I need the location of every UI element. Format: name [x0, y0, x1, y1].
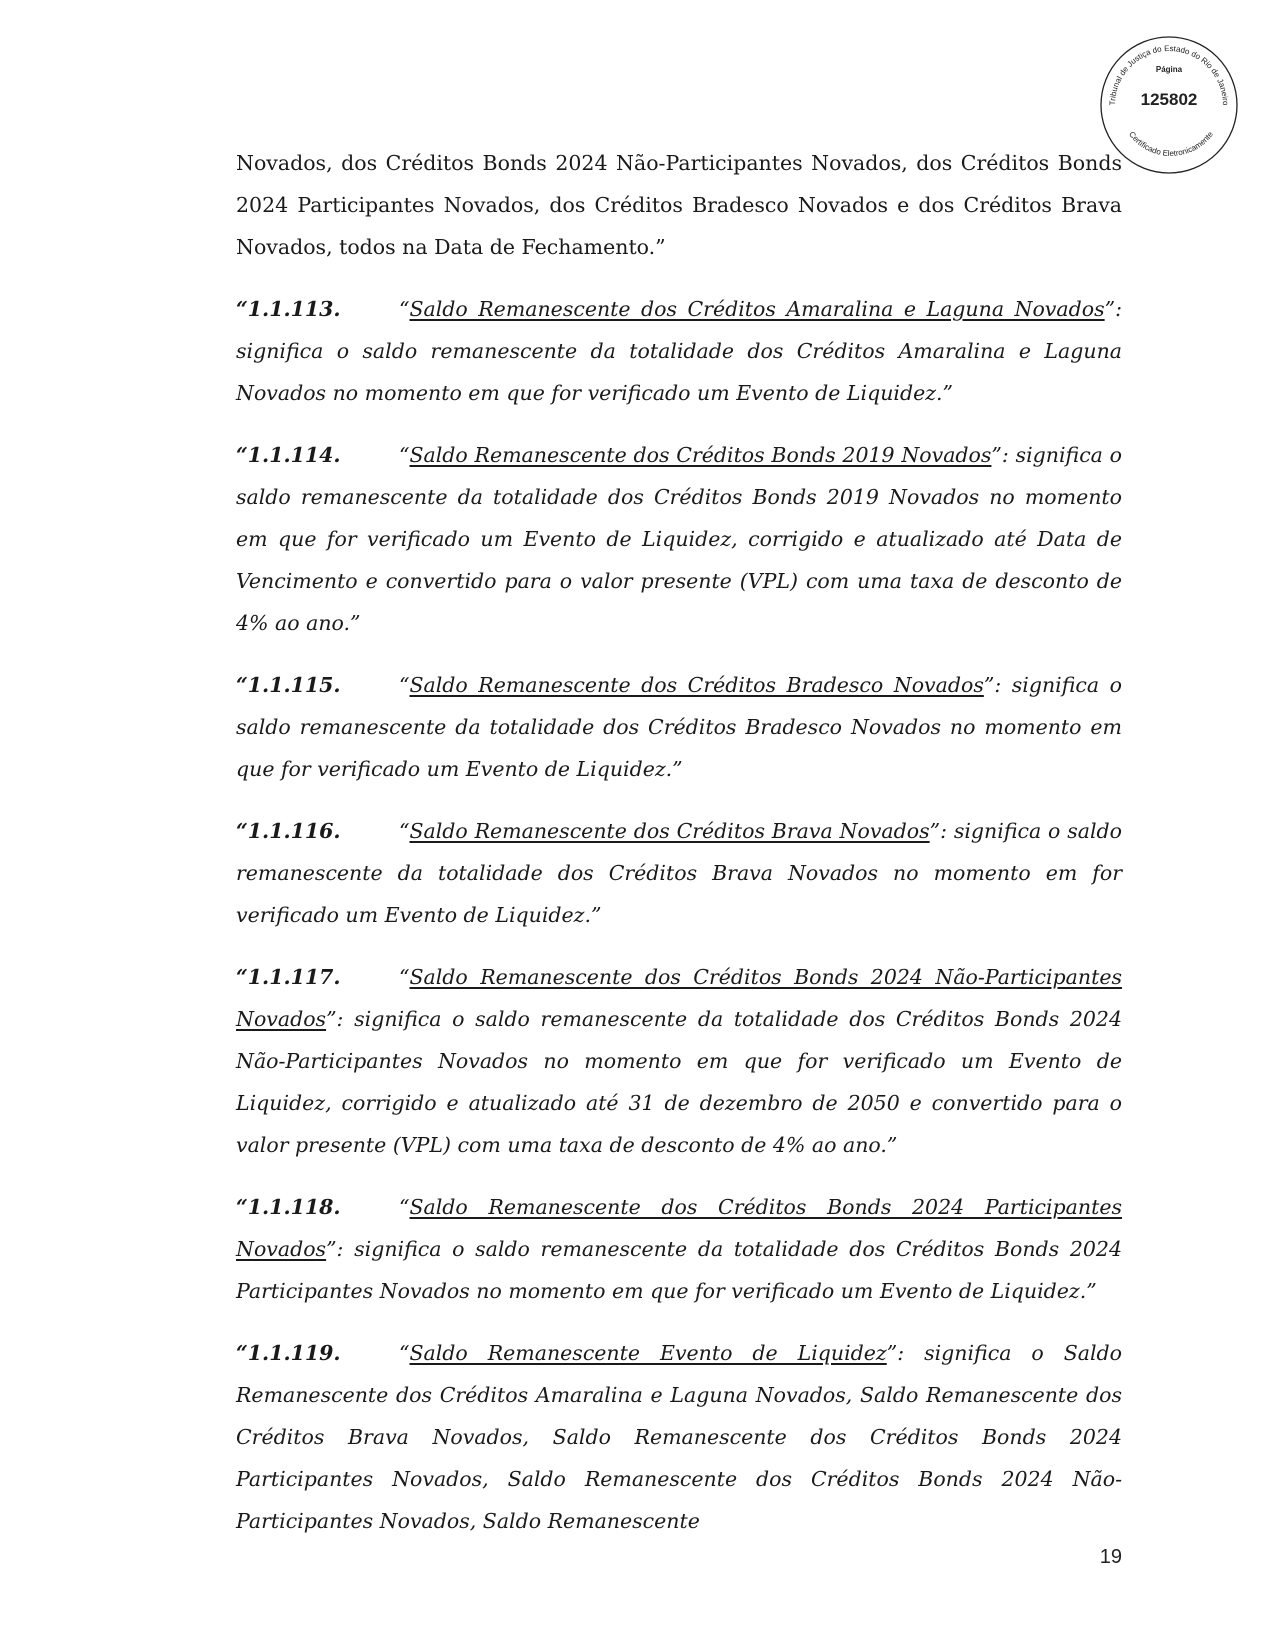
- defined-term: Saldo Remanescente dos Créditos Amaralina e Laguna Novados: [409, 297, 1105, 321]
- clause-body: ”: significa o Saldo Remanescente dos Créditos Amaralina e Laguna Novados, Saldo Remanescente dos Créditos Brava Novados, Saldo Remanescente dos Créditos Bonds 2024 Participantes Novados, Saldo Remanescente dos Créditos Bonds 2024 Não-Participantes Novados, Saldo Remanescente: [236, 1341, 1122, 1533]
- defined-term: Saldo Remanescente dos Créditos Brava Novados: [409, 819, 930, 843]
- seal-label: Página: [1155, 65, 1183, 74]
- clause-number: “1.1.117.: [236, 965, 341, 989]
- defined-term: Saldo Remanescente dos Créditos Bonds 2024 Não-Participantes Novados: [236, 965, 1122, 1031]
- clause-number: “1.1.115.: [236, 673, 341, 697]
- clause-1-1-113: [236, 288, 1122, 414]
- open-quote: “: [399, 673, 410, 697]
- clause-number: “1.1.113.: [236, 297, 341, 321]
- seal-page-number: 125802: [1140, 90, 1198, 109]
- clause-number: “1.1.116.: [236, 819, 341, 843]
- defined-term: Saldo Remanescente dos Créditos Bonds 2019 Novados: [409, 443, 992, 467]
- page-number: 19: [1099, 1546, 1122, 1568]
- clause-number: “1.1.118.: [236, 1195, 341, 1219]
- open-quote: “: [399, 297, 410, 321]
- clause-body: ”: significa o saldo remanescente da totalidade dos Créditos Brava Novados no momento em for verificado um Evento de Liquidez.”: [236, 819, 1122, 927]
- clause-1-1-114: [236, 434, 1122, 644]
- open-quote: “: [399, 443, 410, 467]
- open-quote: “: [399, 819, 410, 843]
- clause-number: “1.1.114.: [236, 443, 341, 467]
- clause-1-1-117: [236, 956, 1122, 1166]
- seal-arc-top-text: Tribunal de Justiça do Estado do Rio de Janeiro: [1107, 43, 1231, 106]
- clause-body: ”: significa o saldo remanescente da totalidade dos Créditos Amaralina e Laguna Novados no momento em que for verificado um Evento de Liquidez.”: [236, 297, 1122, 405]
- open-quote: “: [399, 1341, 410, 1365]
- clause-1-1-118: [236, 1186, 1122, 1312]
- clause-body: ”: significa o saldo remanescente da totalidade dos Créditos Bradesco Novados no momento em que for verificado um Evento de Liquidez.”: [236, 673, 1122, 781]
- clause-1-1-119: [236, 1332, 1122, 1542]
- open-quote: “: [399, 965, 410, 989]
- clause-body: ”: significa o saldo remanescente da totalidade dos Créditos Bonds 2019 Novados no momento em que for verificado um Evento de Liquidez, corrigido e atualizado até Data de Vencimento e convertido para o valor presente (VPL) com uma taxa de desconto de 4% ao ano.”: [236, 443, 1122, 635]
- defined-term: Saldo Remanescente dos Créditos Bradesco Novados: [409, 673, 984, 697]
- open-quote: “: [399, 1195, 410, 1219]
- document-body: [236, 142, 1122, 1562]
- clause-body: ”: significa o saldo remanescente da totalidade dos Créditos Bonds 2024 Não-Participantes Novados no momento em que for verificado um Evento de Liquidez, corrigido e atualizado até 31 de dezembro de 2050 e convertido para o valor presente (VPL) com uma taxa de desconto de 4% ao ano.”: [236, 1007, 1122, 1157]
- defined-term: Saldo Remanescente dos Créditos Bonds 2024 Participantes Novados: [236, 1195, 1122, 1261]
- defined-term: Saldo Remanescente Evento de Liquidez: [409, 1341, 887, 1365]
- seal-arc-bottom-text: Certificado Eletronicamente: [1127, 129, 1215, 158]
- clause-1-1-115: [236, 664, 1122, 790]
- clause-number: “1.1.119.: [236, 1341, 341, 1365]
- clause-body: ”: significa o saldo remanescente da totalidade dos Créditos Bonds 2024 Participantes Novados no momento em que for verificado um Evento de Liquidez.”: [236, 1237, 1122, 1303]
- intro-paragraph: Novados, dos Créditos Bonds 2024 Não-Participantes Novados, dos Créditos Bonds 2024 Participantes Novados, dos Créditos Bradesco Novados e dos Créditos Brava Novados, todos na Data de Fechamento.”: [236, 151, 1122, 259]
- clause-1-1-116: [236, 810, 1122, 936]
